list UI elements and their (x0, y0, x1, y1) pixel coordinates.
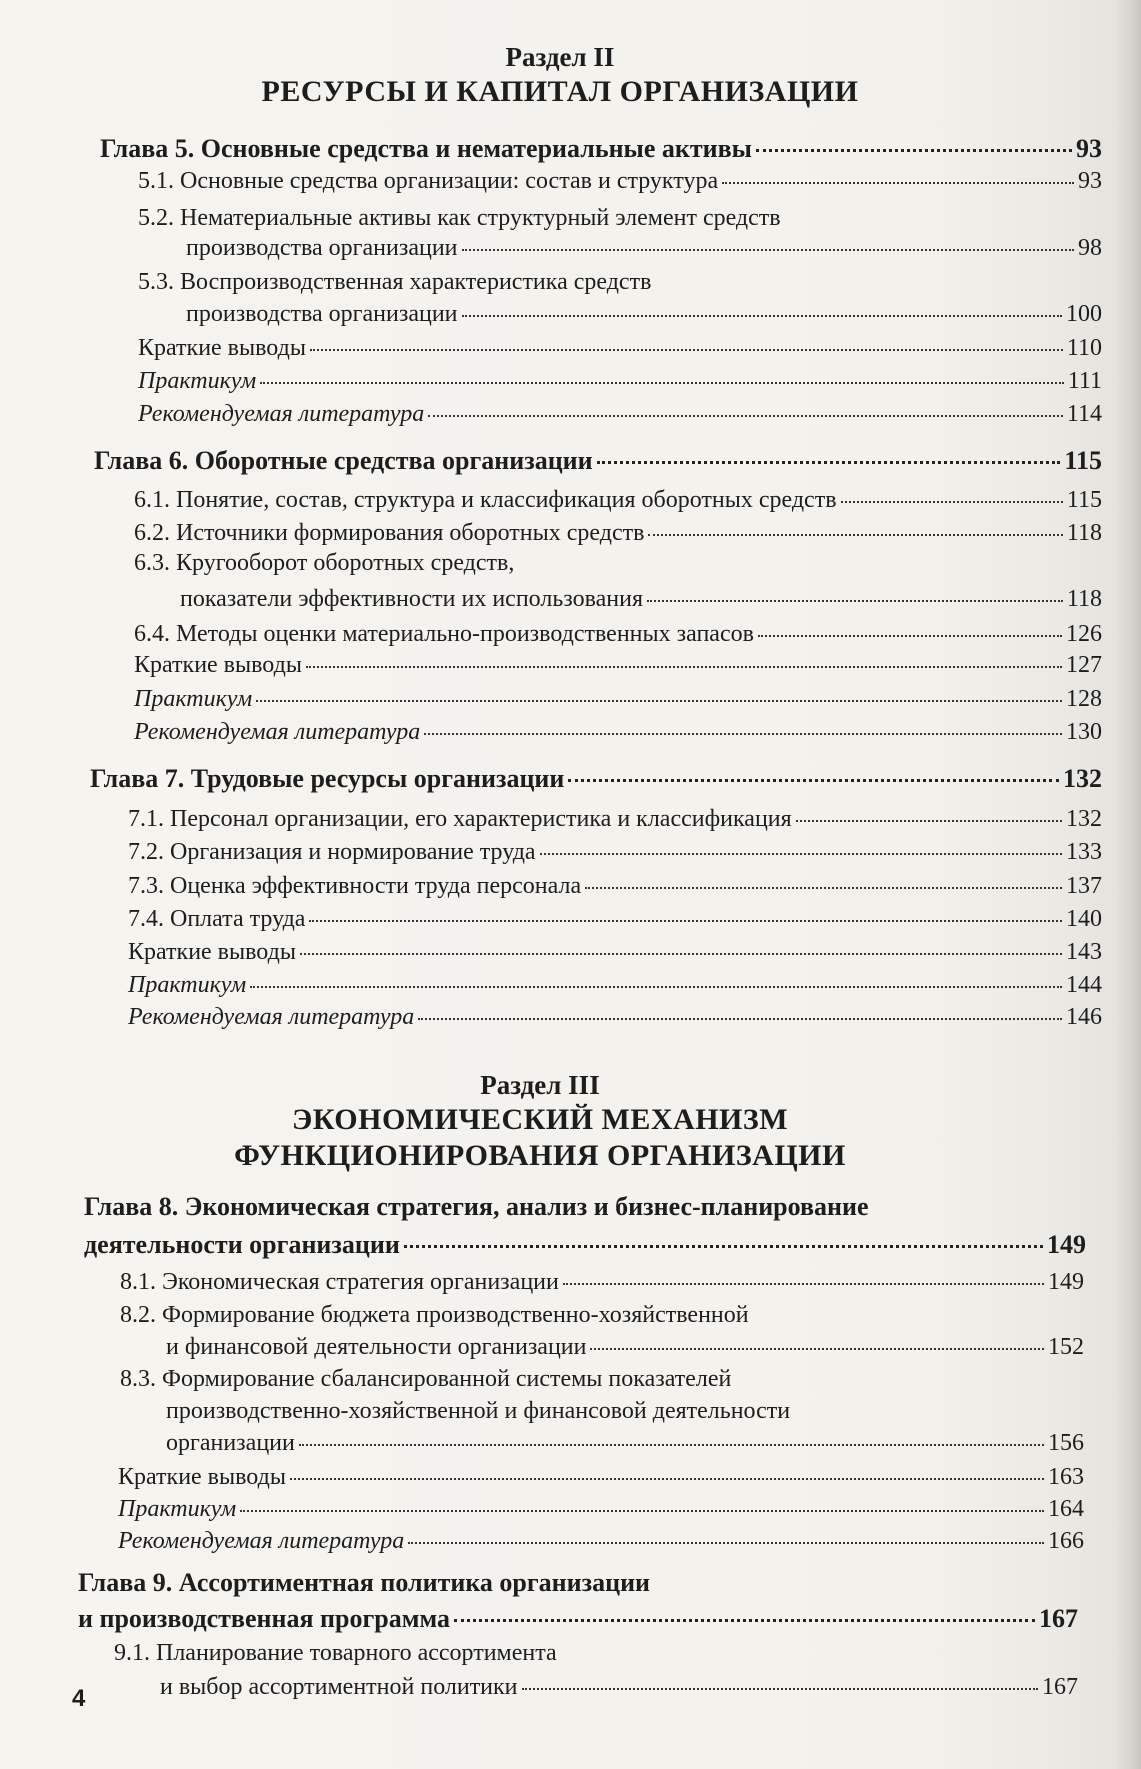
page-ref: 143 (1066, 939, 1102, 965)
entry-title: Практикум (128, 972, 247, 998)
entry-title: производства организации (186, 235, 458, 261)
toc-entry-6-practicum[interactable] (134, 684, 1102, 714)
toc-entry-7-2[interactable] (128, 837, 1102, 867)
leader-dots (300, 952, 1062, 955)
toc-entry-7-1[interactable] (128, 804, 1102, 834)
section-title: РЕСУРСЫ И КАПИТАЛ ОРГАНИЗАЦИИ (261, 75, 859, 108)
leader-dots (408, 1541, 1044, 1544)
entry-title: производства организации (186, 301, 458, 327)
toc-entry-8-summary[interactable] (118, 1462, 1084, 1492)
chapter-title: Глава 5. Основные средства и нематериальные активы (100, 134, 752, 163)
leader-dots (597, 460, 1061, 464)
leader-dots (404, 1244, 1043, 1248)
leader-dots (310, 348, 1063, 351)
page-number: 4 (72, 1685, 86, 1712)
leader-dots (240, 1509, 1044, 1512)
toc-entry-6-3-line1: 6.3. Кругооборот оборотных средств, (134, 550, 515, 576)
leader-dots (568, 778, 1059, 782)
leader-dots (428, 414, 1063, 417)
chapter-8-entry[interactable] (84, 1230, 1086, 1260)
entry-title: 7.1. Персонал организации, его характеристика и классификация (128, 806, 792, 832)
toc-entry-6-literature[interactable] (134, 717, 1102, 747)
entry-title: 8.1. Экономическая стратегия организации (120, 1269, 559, 1295)
toc-entry-5-3-line1: 5.3. Воспроизводственная характеристика средств (138, 269, 652, 295)
chapter-title: и производственная программа (78, 1604, 450, 1633)
page-ref: 111 (1067, 368, 1102, 394)
toc-entry-6-2[interactable] (134, 518, 1102, 548)
page-ref: 98 (1078, 235, 1102, 261)
page-ref: 128 (1066, 686, 1102, 712)
toc-entry-7-literature[interactable] (128, 1002, 1102, 1032)
chapter-title: Глава 6. Оборотные средства организации (94, 446, 593, 475)
toc-entry-7-summary[interactable] (128, 937, 1102, 967)
section-2-heading (200, 40, 920, 110)
entry-title: Рекомендуемая литература (128, 1004, 415, 1030)
entry-title: и выбор ассортиментной политики (160, 1674, 518, 1700)
page-ref: 118 (1066, 586, 1102, 612)
chapter-5-entry[interactable] (100, 134, 1102, 164)
leader-dots (540, 852, 1062, 855)
leader-dots (418, 1017, 1062, 1020)
entry-title: показатели эффективности их использования (180, 586, 643, 612)
toc-entry-8-2[interactable] (166, 1332, 1084, 1362)
page-ref: 132 (1063, 764, 1102, 793)
page-ref: 149 (1048, 1269, 1084, 1295)
leader-dots (722, 181, 1074, 184)
entry-title: 7.4. Оплата труда (128, 906, 306, 932)
chapter-9-entry[interactable] (78, 1604, 1078, 1634)
page-ref: 133 (1066, 839, 1102, 865)
section-number: Раздел III (480, 1070, 600, 1100)
toc-entry-5-1[interactable] (138, 166, 1102, 196)
toc-entry-5-2-line1: 5.2. Нематериальные активы как структурный элемент средств (138, 205, 781, 231)
toc-entry-8-literature[interactable] (118, 1526, 1084, 1556)
toc-entry-5-2[interactable] (186, 233, 1102, 263)
toc-entry-8-1[interactable] (120, 1267, 1084, 1297)
page-ref: 164 (1048, 1496, 1084, 1522)
section-number: Раздел II (505, 42, 615, 72)
page-ref: 130 (1066, 719, 1102, 745)
entry-title: Краткие выводы (134, 652, 302, 678)
toc-entry-6-3[interactable] (180, 584, 1102, 614)
page-ref: 156 (1048, 1430, 1084, 1456)
page-ref: 163 (1048, 1464, 1084, 1490)
leader-dots (306, 665, 1062, 668)
entry-title: Практикум (134, 686, 253, 712)
section-title-line1: ЭКОНОМИЧЕСКИЙ МЕХАНИЗМ (291, 1103, 789, 1136)
leader-dots (462, 248, 1074, 251)
entry-title: 6.2. Источники формирования оборотных средств (134, 520, 645, 546)
page-ref: 115 (1064, 446, 1102, 475)
page-edge-shadow (1115, 0, 1141, 1769)
entry-title: Рекомендуемая литература (118, 1528, 405, 1554)
page-ref: 144 (1066, 972, 1102, 998)
leader-dots (563, 1282, 1044, 1285)
chapter-8-title-line1: Глава 8. Экономическая стратегия, анализ и бизнес-планирование (84, 1192, 869, 1221)
toc-entry-5-3[interactable] (186, 299, 1102, 329)
toc-entry-8-practicum[interactable] (118, 1494, 1084, 1524)
chapter-7-entry[interactable] (90, 764, 1102, 794)
page-ref: 114 (1066, 401, 1102, 427)
entry-title: 7.3. Оценка эффективности труда персонала (128, 873, 582, 899)
toc-entry-5-summary[interactable] (138, 333, 1102, 363)
page-ref: 146 (1066, 1004, 1102, 1030)
page-ref: 167 (1039, 1604, 1078, 1633)
toc-entry-9-1-line1: 9.1. Планирование товарного ассортимента (114, 1640, 557, 1666)
leader-dots (590, 1347, 1044, 1350)
toc-entry-8-2-line1: 8.2. Формирование бюджета производственно-хозяйственной (120, 1302, 749, 1328)
entry-title: Краткие выводы (118, 1464, 286, 1490)
entry-title: Практикум (138, 368, 257, 394)
entry-title: организации (166, 1430, 295, 1456)
page-ref: 110 (1066, 335, 1102, 361)
toc-entry-6-summary[interactable] (134, 650, 1102, 680)
page-ref: 166 (1048, 1528, 1084, 1554)
leader-dots (758, 634, 1062, 637)
leader-dots (841, 500, 1063, 503)
page-ref: 137 (1066, 873, 1102, 899)
leader-dots (462, 314, 1062, 317)
leader-dots (585, 886, 1062, 889)
toc-entry-8-3[interactable] (166, 1428, 1084, 1458)
toc-entry-7-4[interactable] (128, 904, 1102, 934)
toc-entry-7-practicum[interactable] (128, 970, 1102, 1000)
toc-entry-6-1[interactable] (134, 485, 1102, 515)
entry-title: Рекомендуемая литература (134, 719, 421, 745)
toc-entry-8-3-line1: 8.3. Формирование сбалансированной системы показателей (120, 1366, 732, 1392)
entry-title: Краткие выводы (138, 335, 306, 361)
page-ref: 127 (1066, 652, 1102, 678)
chapter-6-entry[interactable] (94, 446, 1102, 476)
leader-dots (260, 381, 1064, 384)
entry-title: 5.1. Основные средства организации: состав и структура (138, 168, 719, 194)
leader-dots (454, 1618, 1035, 1622)
toc-entry-8-3-line2: производственно-хозяйственной и финансовой деятельности (166, 1398, 791, 1424)
leader-dots (290, 1477, 1044, 1480)
page-ref: 93 (1076, 134, 1102, 163)
page-ref: 100 (1066, 301, 1102, 327)
page-ref: 152 (1048, 1334, 1084, 1360)
entry-title: 7.2. Организация и нормирование труда (128, 839, 536, 865)
leader-dots (250, 985, 1062, 988)
leader-dots (522, 1687, 1038, 1690)
toc-entry-9-1[interactable] (160, 1672, 1078, 1702)
page-ref: 93 (1078, 168, 1102, 194)
page-ref: 132 (1066, 806, 1102, 832)
page-ref: 118 (1066, 520, 1102, 546)
leader-dots (756, 148, 1072, 152)
toc-entry-5-literature[interactable] (138, 399, 1102, 429)
leader-dots (796, 819, 1062, 822)
leader-dots (256, 699, 1062, 702)
entry-title: 6.4. Методы оценки материально-производственных запасов (134, 621, 754, 647)
page-ref: 115 (1066, 487, 1102, 513)
page-ref: 126 (1066, 621, 1102, 647)
leader-dots (309, 919, 1062, 922)
toc-entry-6-4[interactable] (134, 619, 1102, 649)
page-ref: 140 (1066, 906, 1102, 932)
page-ref: 149 (1047, 1230, 1086, 1259)
toc-entry-5-practicum[interactable] (138, 366, 1102, 396)
entry-title: и финансовой деятельности организации (166, 1334, 587, 1360)
chapter-title: деятельности организации (84, 1230, 400, 1259)
page-ref: 167 (1042, 1674, 1078, 1700)
leader-dots (647, 599, 1063, 602)
toc-entry-7-3[interactable] (128, 871, 1102, 901)
leader-dots (424, 732, 1062, 735)
entry-title: Рекомендуемая литература (138, 401, 425, 427)
section-3-heading (160, 1068, 920, 1174)
chapter-9-title-line1: Глава 9. Ассортиментная политика организации (78, 1568, 651, 1597)
leader-dots (299, 1443, 1044, 1446)
chapter-title: Глава 7. Трудовые ресурсы организации (90, 764, 565, 793)
entry-title: 6.1. Понятие, состав, структура и классификация оборотных средств (134, 487, 837, 513)
entry-title: Краткие выводы (128, 939, 296, 965)
leader-dots (648, 533, 1062, 536)
entry-title: Практикум (118, 1496, 237, 1522)
section-title-line2: ФУНКЦИОНИРОВАНИЯ ОРГАНИЗАЦИИ (234, 1139, 846, 1172)
